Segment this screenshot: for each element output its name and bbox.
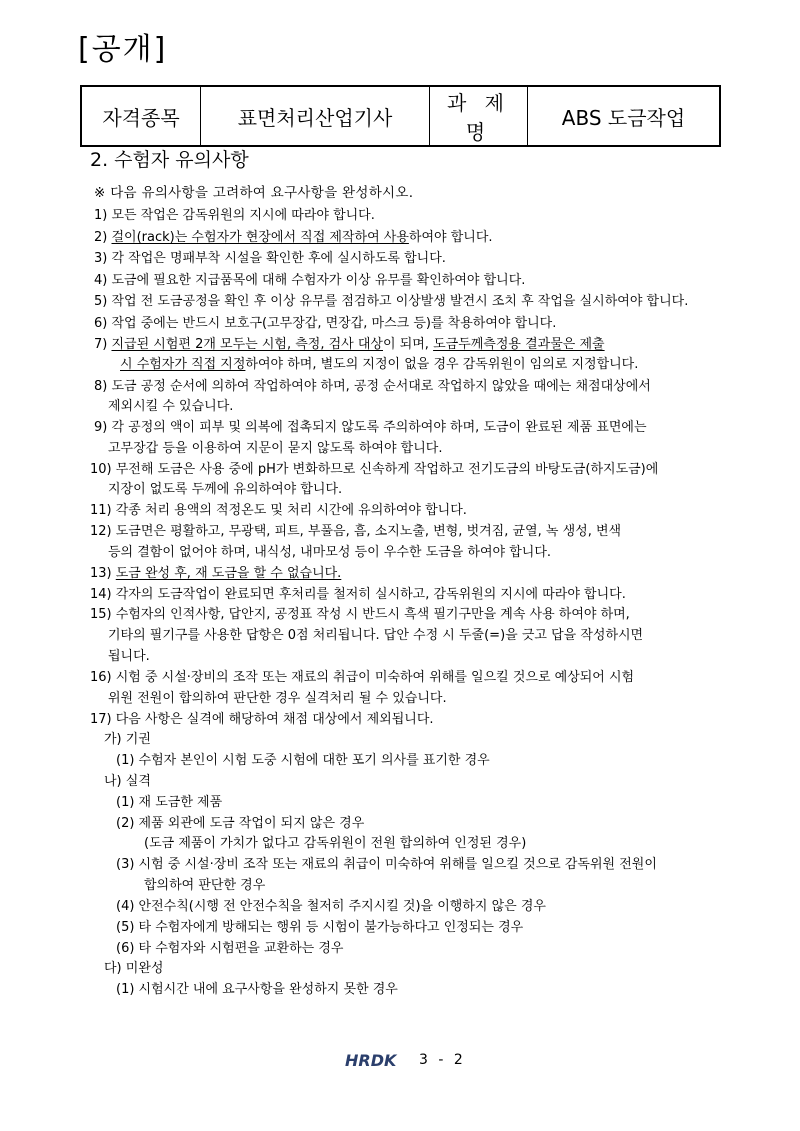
instruction-text: 다) 미완성 <box>104 961 164 976</box>
underlined-text: 도금 완성 후, 재 도금을 할 수 없습니다. <box>115 566 342 581</box>
instruction-text: (3) 시험 중 시설·장비 조작 또는 재료의 취급이 미숙하여 위해를 일으킬 것으로 감독위원 전원이 <box>116 857 657 872</box>
instruction-text: 9) 각 공정의 액이 피부 및 의복에 접촉되지 않도록 주의하여야 하며, 도금이 완료된 제품 표면에는 <box>94 420 647 435</box>
instruction-text: 12) 도금면은 평활하고, 무광택, 피트, 부풀음, 흠, 소지노출, 변형, 벗겨짐, 균열, 녹 생성, 변색 <box>90 524 622 539</box>
instruction-text: 11) 각종 처리 용액의 적정온도 및 처리 시간에 유의하여야 합니다. <box>90 503 467 518</box>
instruction-text: 제외시킬 수 있습니다. <box>108 399 234 414</box>
instruction-line <box>116 814 364 834</box>
instruction-line <box>120 355 638 375</box>
qualification-value: 표면처리산업기사 <box>201 86 430 146</box>
instruction-line <box>108 439 442 459</box>
instruction-text: ※ 다음 유의사항을 고려하여 요구사항을 완성하시오. <box>94 185 414 201</box>
instruction-text: 6) 작업 중에는 반드시 보호구(고무장갑, 면장갑, 마스크 등)를 착용하여야 합니다. <box>94 316 557 331</box>
instruction-text: 10) 무전해 도금은 사용 중에 pH가 변화하므로 신속하게 작업하고 전기도금의 바탕도금(하지도금)에 <box>90 462 659 477</box>
instruction-text: 하여야 하며, 별도의 지정이 없을 경우 감독위원이 임의로 지정합니다. <box>245 357 639 372</box>
instruction-line <box>116 793 222 813</box>
instruction-line <box>108 397 233 417</box>
instruction-text: 가) 기권 <box>104 732 151 747</box>
instruction-text: 하여야 합니다. <box>408 230 493 245</box>
instruction-text: 7) <box>94 337 112 352</box>
instruction-line <box>90 605 630 625</box>
instruction-text: 13) <box>90 566 116 581</box>
instruction-text: 4) 도금에 필요한 지급품목에 대해 수험자가 이상 유무를 확인하여야 합니다. <box>94 273 526 288</box>
instruction-line <box>90 668 634 688</box>
page-footer <box>345 1048 466 1072</box>
instruction-text: 14) 각자의 도금작업이 완료되면 후처리를 철저히 실시하고, 감독위원의 지시에 따라야 합니다. <box>90 587 626 602</box>
task-name-label: 과 제 명 <box>430 86 528 146</box>
instruction-text: 등의 결함이 없어야 하며, 내식성, 내마모성 등이 우수한 도금을 하여야 합니다. <box>108 545 552 560</box>
instruction-line <box>94 206 375 226</box>
instruction-line <box>104 730 151 750</box>
instruction-text: 지장이 없도록 두께에 유의하여야 합니다. <box>108 482 343 497</box>
instruction-text: 15) 수험자의 인적사항, 답안지, 공정표 작성 시 반드시 흑색 필기구만을 계속 사용 하여야 하며, <box>90 607 630 622</box>
instruction-line <box>90 460 658 480</box>
instruction-text: 8) 도금 공정 순서에 의하여 작업하여야 하며, 공정 순서대로 작업하지 않았을 때에는 채점대상에서 <box>94 379 651 394</box>
instruction-text: (도금 제품이 가치가 없다고 감독위원이 전원 합의하여 인정된 경우) <box>144 836 527 851</box>
instruction-line <box>116 939 343 959</box>
instruction-line <box>116 918 523 938</box>
underlined-text: 시 수험자가 직접 지정 <box>120 357 246 372</box>
instruction-text: (4) 안전수칙(시행 전 안전수칙을 철저히 주지시킬 것)을 이행하지 않은 경우 <box>116 899 546 914</box>
instruction-line <box>94 228 493 248</box>
instruction-line <box>90 710 434 730</box>
instruction-line <box>144 876 265 896</box>
instruction-line <box>94 335 605 355</box>
instruction-text: 5) 작업 전 도금공정을 확인 후 이상 유무를 점검하고 이상발생 발견시 조치 후 작업을 실시하여야 합니다. <box>94 294 689 309</box>
instruction-line <box>116 980 398 1000</box>
instruction-line <box>108 647 150 667</box>
instruction-text: 위원 전원이 합의하여 판단한 경우 실격처리 될 수 있습니다. <box>108 691 447 706</box>
instruction-text: (1) 수험자 본인이 시험 도중 시험에 대한 포기 의사를 표기한 경우 <box>116 753 490 768</box>
instruction-text: 기타의 필기구를 사용한 답항은 0점 처리됩니다. 답안 수정 시 두줄(=)을 긋고 답을 작성하시면 <box>108 628 644 643</box>
instruction-line <box>94 271 525 291</box>
instruction-text: (2) 제품 외관에 도금 작업이 되지 않은 경우 <box>116 816 365 831</box>
instruction-line <box>108 480 342 500</box>
instruction-text: 이 되며, <box>383 337 434 352</box>
underlined-text: 걸이(rack)는 수험자가 현장에서 직접 제작하여 사용 <box>111 230 409 245</box>
subject-info-table <box>80 85 721 147</box>
instruction-line <box>94 377 651 397</box>
instruction-line <box>108 689 447 709</box>
instruction-text: 17) 다음 사항은 실격에 해당하여 채점 대상에서 제외됩니다. <box>90 712 434 727</box>
instruction-text: (1) 재 도금한 제품 <box>116 795 223 810</box>
task-name-value: ABS 도금작업 <box>528 86 721 146</box>
instruction-line <box>94 418 647 438</box>
underlined-text: 도금두께측정용 결과물은 제출 <box>433 337 605 352</box>
instruction-line <box>108 626 643 646</box>
instruction-line <box>116 855 657 875</box>
instruction-line <box>116 897 546 917</box>
svg-text:HRDK: HRDK <box>345 1051 397 1069</box>
hrdk-logo-icon <box>345 1051 409 1069</box>
instruction-line <box>104 772 151 792</box>
instruction-line <box>90 585 626 605</box>
instruction-text: 1) 모든 작업은 감독위원의 지시에 따라야 합니다. <box>94 208 375 223</box>
instruction-text: (5) 타 수험자에게 방해되는 행위 등 시험이 불가능하다고 인정되는 경우 <box>116 920 524 935</box>
instruction-line <box>90 522 621 542</box>
instruction-text: 2) <box>94 230 112 245</box>
instruction-line <box>90 564 341 584</box>
instruction-text: 나) 실격 <box>104 774 151 789</box>
instruction-line <box>104 959 163 979</box>
underlined-text: 지급된 시험편 2개 모두는 시험, 측정, 검사 대상 <box>111 337 383 352</box>
instruction-text: 됩니다. <box>108 649 150 664</box>
instruction-text: 고무장갑 등을 이용하여 지문이 묻지 않도록 하여야 합니다. <box>108 441 443 456</box>
instruction-line <box>94 292 688 312</box>
qualification-label: 자격종목 <box>81 86 201 146</box>
instruction-line <box>90 501 467 521</box>
instruction-text: 3) 각 작업은 명패부착 시설을 확인한 후에 실시하도록 합니다. <box>94 251 446 266</box>
instruction-text: 합의하여 판단한 경우 <box>144 878 266 893</box>
instruction-line <box>108 543 551 563</box>
instruction-line <box>94 183 413 203</box>
section-title: 2. 수험자 유의사항 <box>90 149 249 171</box>
instruction-line <box>94 314 556 334</box>
instruction-text: 16) 시험 중 시설·장비의 조작 또는 재료의 취급이 미숙하여 위해를 일으킬 것으로 예상되어 시험 <box>90 670 635 685</box>
public-label: [공개] <box>78 32 168 67</box>
instruction-line <box>116 751 490 771</box>
instruction-line <box>94 249 446 269</box>
instruction-line <box>144 834 526 854</box>
instruction-text: (6) 타 수험자와 시험편을 교환하는 경우 <box>116 941 344 956</box>
instruction-text: (1) 시험시간 내에 요구사항을 완성하지 못한 경우 <box>116 982 398 997</box>
page-number: 3 - 2 <box>419 1052 466 1068</box>
